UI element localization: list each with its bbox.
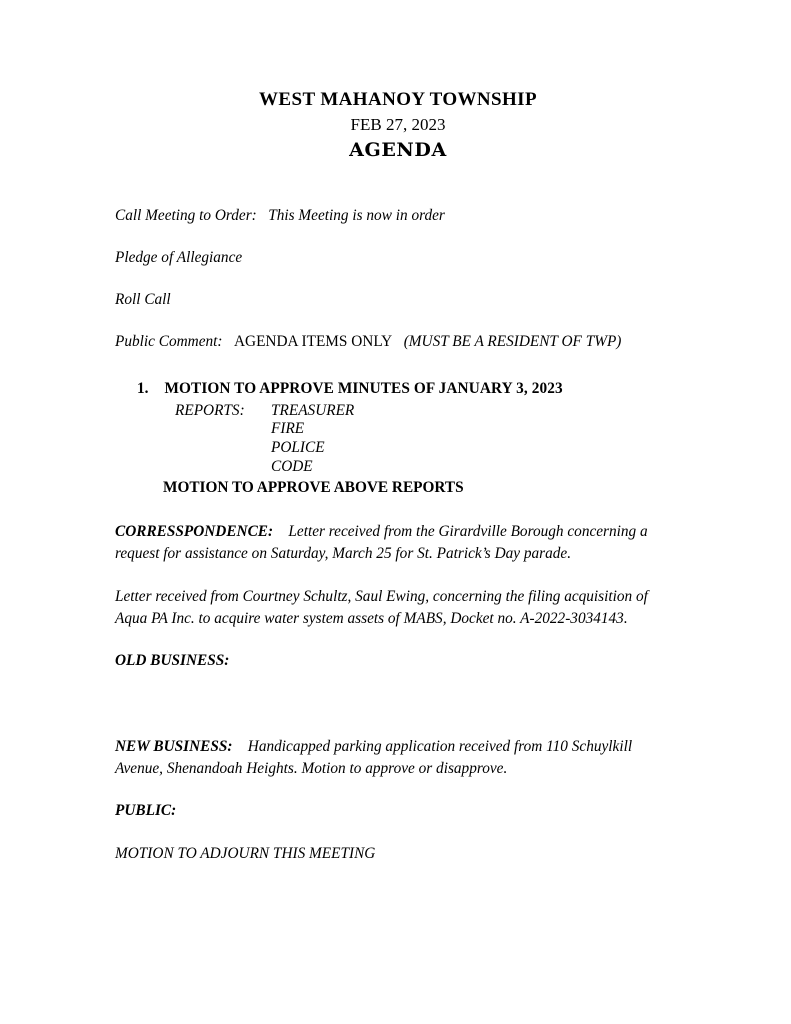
correspondence-text: Letter received from the Girardville Borough concerning a request for assistance on Saturday, March 25 for St. Patrick’s Day parade. bbox=[115, 523, 648, 563]
call-to-order-line bbox=[115, 205, 681, 227]
meeting-date: FEB 27, 2023 bbox=[350, 114, 446, 134]
correspondence-label: CORRESSPONDENCE: bbox=[115, 523, 274, 541]
old-business-label: OLD BUSINESS: bbox=[115, 651, 230, 669]
pledge-line: Pledge of Allegiance bbox=[115, 249, 243, 267]
new-business-paragraph bbox=[115, 736, 681, 780]
document-header bbox=[115, 88, 681, 161]
public-comment-label: Public Comment: bbox=[115, 333, 223, 351]
reports-label: REPORTS: bbox=[175, 401, 245, 419]
public-comment-line bbox=[115, 331, 681, 353]
agenda-heading: AGENDA bbox=[349, 138, 447, 161]
report-item-police: POLICE bbox=[271, 438, 325, 456]
correspondence-paragraph-2: Letter received from Courtney Schultz, Saul Ewing, concerning the filing acquisition of Aqua PA Inc. to acquire water system assets of MABS, Docket no. A-2022-3034143. bbox=[115, 587, 648, 627]
roll-call-line: Roll Call bbox=[115, 291, 171, 309]
motion-adjourn: MOTION TO ADJOURN THIS MEETING bbox=[115, 844, 376, 862]
motion-approve-reports: MOTION TO APPROVE ABOVE REPORTS bbox=[163, 479, 464, 497]
reports-list bbox=[115, 402, 681, 477]
report-item-treasurer: TREASURER bbox=[271, 401, 355, 419]
report-item-code: CODE bbox=[271, 457, 313, 475]
new-business-text: Handicapped parking application received from 110 Schuylkill Avenue, Shenandoah Heights. Motion to approve or disapprove. bbox=[115, 738, 633, 778]
old-business-blank-space bbox=[115, 692, 681, 736]
public-comment-text: AGENDA ITEMS ONLY bbox=[233, 333, 393, 351]
correspondence-paragraph bbox=[115, 521, 681, 565]
new-business-label: NEW BUSINESS: bbox=[115, 738, 233, 756]
call-to-order-text: This Meeting is now in order bbox=[268, 206, 445, 224]
public-label: PUBLIC: bbox=[115, 802, 177, 820]
report-item-fire: FIRE bbox=[271, 420, 305, 438]
reports-row-treasurer bbox=[175, 402, 681, 421]
motion-approve-minutes: MOTION TO APPROVE MINUTES OF JANUARY 3, 2023 bbox=[164, 379, 563, 397]
public-comment-note: (MUST BE A RESIDENT OF TWP) bbox=[403, 333, 622, 351]
page-title: WEST MAHANOY TOWNSHIP bbox=[259, 89, 537, 110]
agenda-item-number: 1. bbox=[137, 379, 149, 397]
agenda-item-1 bbox=[115, 380, 681, 398]
call-to-order-label: Call Meeting to Order: bbox=[115, 206, 257, 224]
